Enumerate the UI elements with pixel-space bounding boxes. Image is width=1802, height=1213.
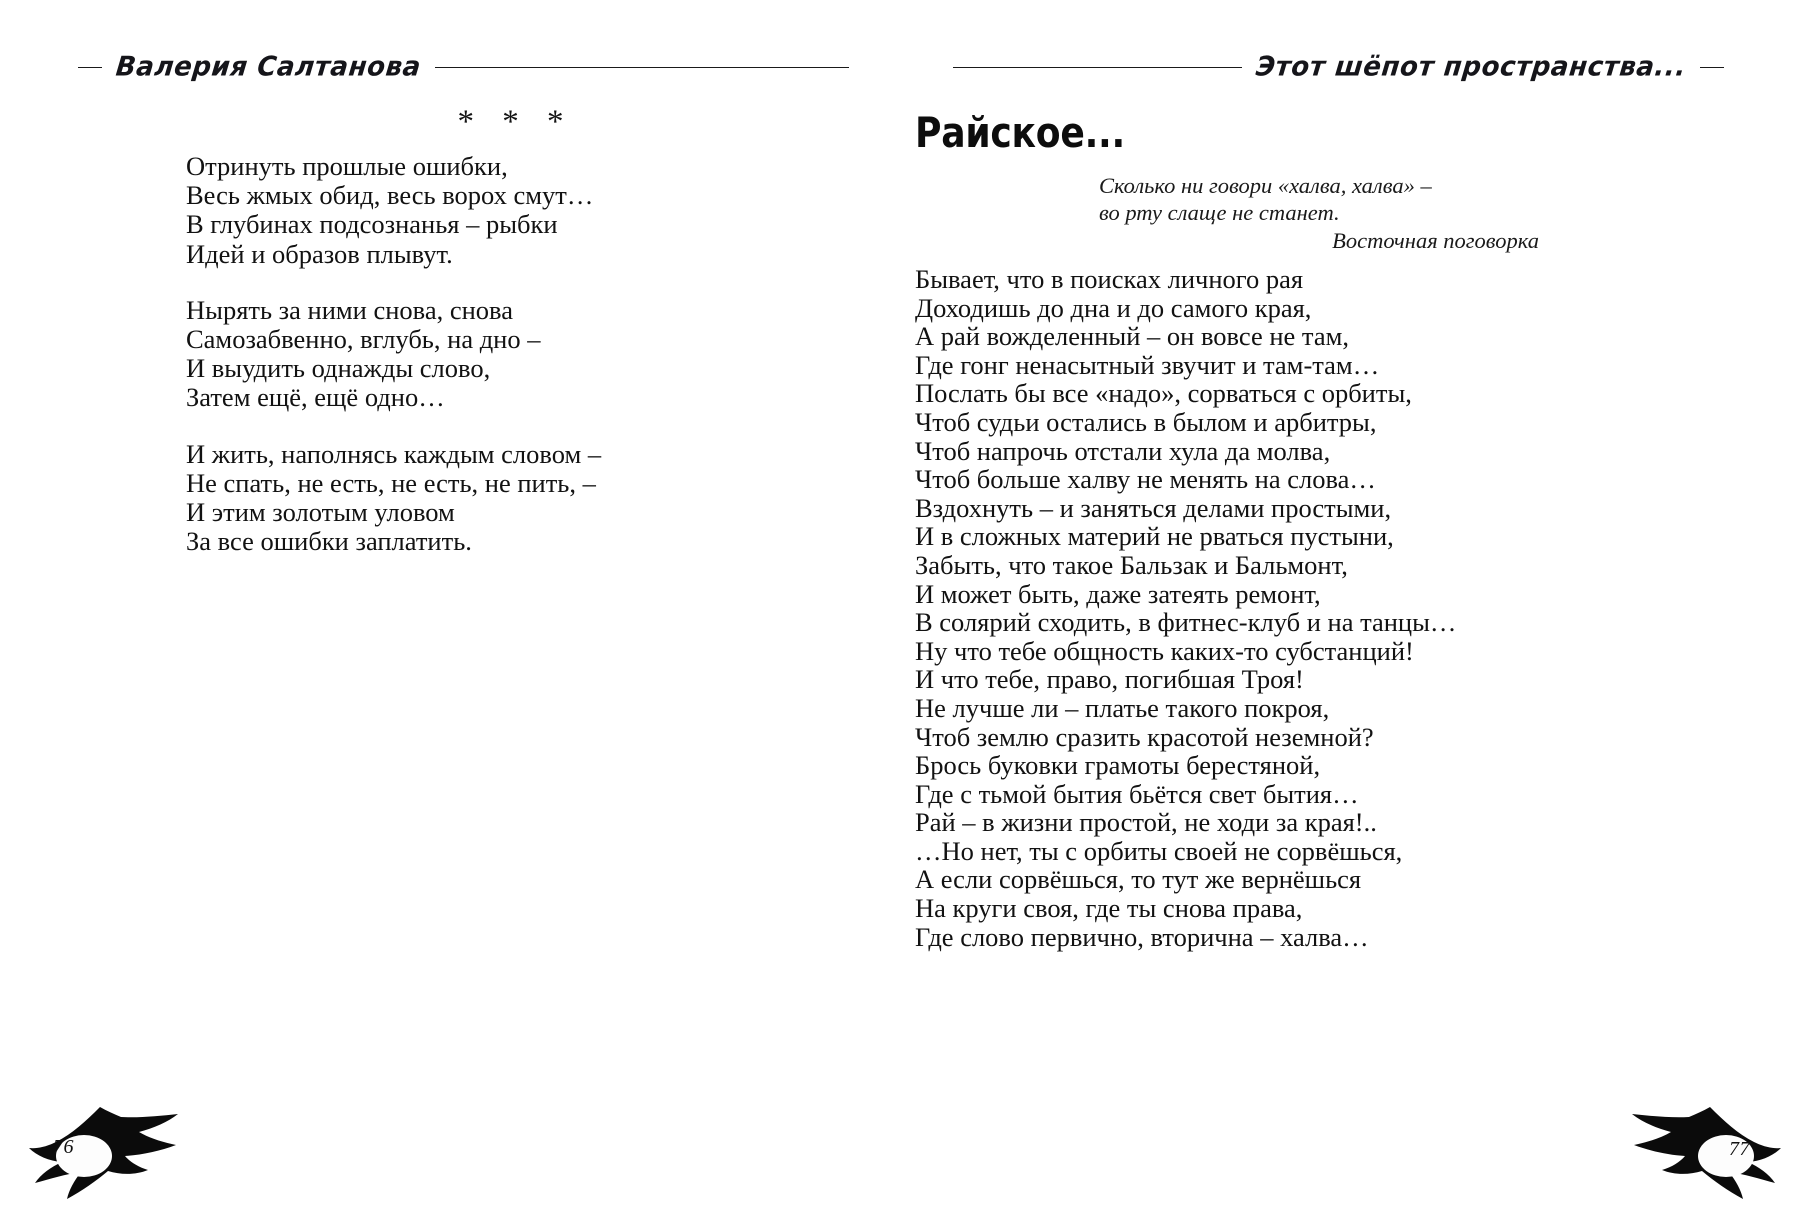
- poem-line: Затем ещё, ещё одно…: [186, 382, 445, 413]
- poem-line: Бывает, что в поисках личного рая: [915, 264, 1304, 294]
- poem-line: И что тебе, право, погибшая Троя!: [915, 664, 1304, 695]
- poem-stanza: [186, 440, 826, 557]
- poem-stanza: [186, 152, 826, 269]
- poem-line: И выудить однажды слово,: [186, 353, 491, 384]
- poem-line: Вздохнуть – и заняться делами простыми,: [915, 492, 1392, 523]
- poem-line: Рай – в жизни простой, не ходи за края!..: [915, 807, 1377, 838]
- poem-line: Не спать, не есть, не есть, не пить, –: [186, 467, 596, 498]
- poem-title: Райское...: [915, 108, 1125, 157]
- poem-line: Весь жмых обид, весь ворох смут…: [186, 180, 594, 211]
- poem-line: Забыть, что такое Бальзак и Бальмонт,: [915, 549, 1348, 580]
- poem-line: Доходишь до дна и до самого края,: [915, 292, 1312, 323]
- poem-line: А если сорвёшься, то тут же вернёшься: [915, 864, 1362, 895]
- poem-stanza: [915, 265, 1535, 951]
- poem-line: За все ошибки заплатить.: [186, 526, 472, 557]
- poem-line: И жить, наполнясь каждым словом –: [186, 438, 602, 469]
- poem-line: Отринуть прошлые ошибки,: [186, 151, 508, 181]
- poem-line: В глубинах подсознанья – рыбки: [186, 209, 558, 240]
- poem-line: Брось буковки грамоты берестяной,: [915, 750, 1321, 781]
- poem-line: Ну что тебе общность каких-то субстанций!: [915, 635, 1414, 666]
- swallow-icon: [1616, 1101, 1784, 1205]
- poem-line: В солярий сходить, в фитнес-клуб и на танцы…: [915, 607, 1457, 638]
- poem-line: Не лучше ли – платье такого покроя,: [915, 692, 1330, 723]
- right-page: [901, 0, 1802, 1213]
- poem-line: Послать бы все «надо», сорваться с орбиты,: [915, 378, 1412, 409]
- left-poem-body: [186, 152, 826, 556]
- page-number-left: 76: [53, 1136, 74, 1158]
- header-rule-left: [435, 67, 849, 68]
- poem-line: Чтоб судьи остались в былом и арбитры,: [915, 406, 1377, 437]
- poem-line: Где гонг ненасытный звучит и там-там…: [915, 349, 1380, 380]
- poem-line: И в сложных материй не рваться пустыни,: [915, 521, 1394, 552]
- running-head-left: [78, 44, 849, 90]
- poem-line: И может быть, даже затеять ремонт,: [915, 578, 1321, 609]
- poem-line: Где слово первично, вторична – халва…: [915, 921, 1369, 952]
- poem-stanza: [186, 296, 826, 413]
- poem-line: Идей и образов плывут.: [186, 238, 453, 269]
- running-head-author-name: Валерия Салтанова: [114, 51, 423, 83]
- epigraph-line: Сколько ни говори «халва, халва» –: [1099, 173, 1432, 198]
- header-rule-stub-left: [78, 67, 102, 68]
- poem-line: Чтоб землю сразить красотой неземной?: [915, 721, 1374, 752]
- header-rule-stub-right: [1700, 67, 1724, 68]
- poem-line: Чтоб больше халву не менять на слова…: [915, 464, 1376, 495]
- running-head-book-title: Этот шёпот пространства...: [1254, 51, 1688, 83]
- right-poem-body: [915, 265, 1535, 951]
- epigraph: [1099, 172, 1539, 254]
- swallow-icon: [26, 1101, 194, 1205]
- page-number-right: 77: [1729, 1138, 1750, 1160]
- poem-line: …Но нет, ты с орбиты своей не сорвёшься,: [915, 835, 1403, 866]
- poem-line: Где с тьмой бытия бьётся свет бытия…: [915, 778, 1359, 809]
- poem-section-mark: * * *: [457, 104, 574, 140]
- poem-line: На круги своя, где ты снова права,: [915, 893, 1303, 924]
- running-head-right: [953, 44, 1724, 90]
- poem-line: И этим золотым уловом: [186, 497, 455, 528]
- epigraph-source: Восточная поговорка: [1332, 228, 1539, 253]
- poem-line: Чтоб напрочь отстали хула да молва,: [915, 435, 1331, 466]
- header-rule-right: [953, 67, 1242, 68]
- epigraph-line: во рту слаще не станет.: [1099, 200, 1340, 225]
- poem-line: Нырять за ними снова, снова: [186, 294, 513, 325]
- poem-line: Самозабвенно, вглубь, на дно –: [186, 324, 541, 355]
- poem-line: А рай вожделенный – он вовсе не там,: [915, 321, 1349, 352]
